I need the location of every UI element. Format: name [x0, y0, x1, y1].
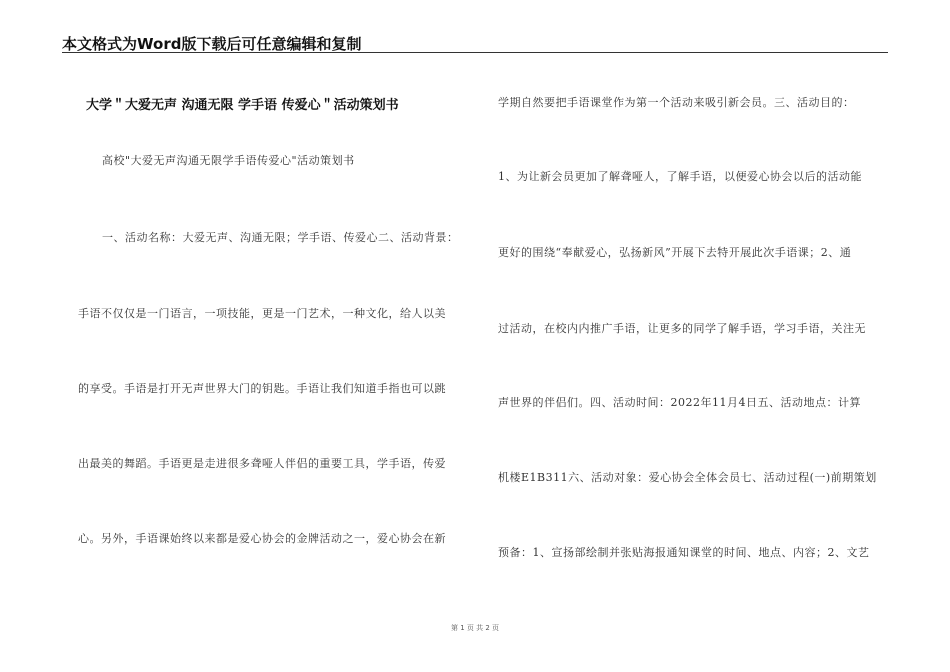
paragraph-line: 声世界的伴侣们。四、活动时间：2022年11月4日五、活动地点：计算 — [498, 396, 861, 409]
paragraph-line: 的享受。手语是打开无声世界大门的钥匙。手语让我们知道手指也可以跳 — [78, 382, 446, 395]
header-banner: 本文格式为Word版下载后可任意编辑和复制 — [62, 35, 362, 53]
paragraph-line: 高校"大爱无声沟通无限学手语传爱心"活动策划书 — [102, 154, 355, 167]
paragraph-line: 出最美的舞蹈。手语更是走进很多聋哑人伴侣的重要工具，学手语，传爱 — [78, 457, 446, 470]
paragraph-line: 一、活动名称：大爱无声、沟通无限；学手语、传爱心二、活动背景： — [102, 231, 459, 244]
document-title: 大学＂大爱无声 沟通无限 学手语 传爱心＂活动策划书 — [86, 98, 399, 113]
header-rule — [62, 52, 888, 53]
paragraph-line: 1、为让新会员更加了解聋哑人，了解手语，以便爱心协会以后的活动能 — [498, 170, 862, 183]
paragraph-line: 过活动，在校内内推广手语，让更多的同学了解手语，学习手语，关注无 — [498, 322, 866, 335]
paragraph-line: 预备：1、宣扬部绘制并张贴海报通知课堂的时间、地点、内容；2、文艺 — [498, 546, 870, 559]
paragraph-line: 机楼E1B311六、活动对象：爱心协会全体会员七、活动过程(一)前期策划 — [498, 471, 877, 484]
paragraph-line: 手语不仅仅是一门语言，一项技能，更是一门艺术，一种文化，给人以美 — [78, 307, 446, 320]
paragraph-line: 心。另外，手语课始终以来都是爱心协会的金牌活动之一，爱心协会在新 — [78, 532, 446, 545]
paragraph-line: 学期自然要把手语课堂作为第一个活动来吸引新会员。三、活动目的： — [498, 96, 855, 109]
page-footer: 第 1 页 共 2 页 — [450, 624, 500, 632]
paragraph-line: 更好的围绕“奉献爱心，弘扬新风”开展下去特开展此次手语课；2、通 — [498, 246, 852, 259]
